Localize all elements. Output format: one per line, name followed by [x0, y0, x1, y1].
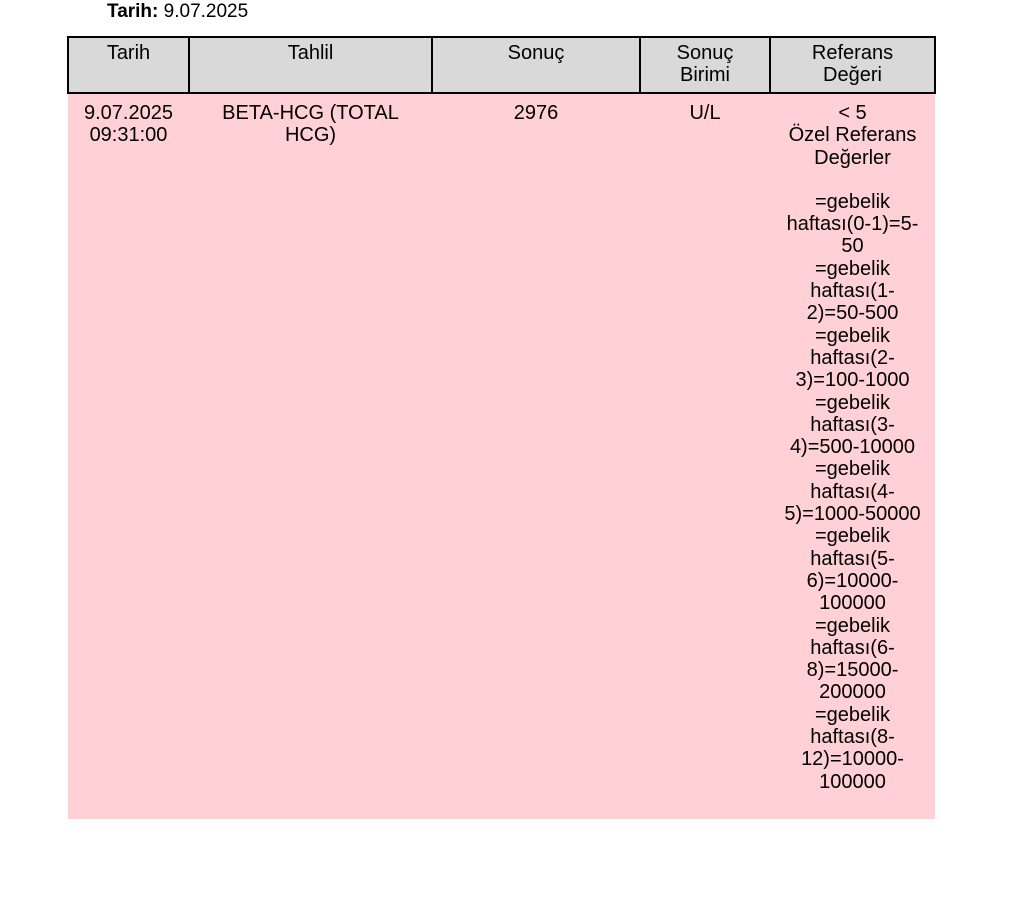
special-reference-title-2: Değerler — [814, 146, 891, 169]
result-time: 09:31:00 — [89, 124, 168, 147]
reference-line: =gebelik — [814, 391, 891, 414]
reference-line: 6)=10000- — [806, 569, 899, 592]
reference-line: =gebelik — [814, 190, 891, 213]
table-row — [68, 93, 935, 819]
date-value: 9.07.2025 — [163, 1, 249, 22]
column-header-sonuc: Sonuç — [432, 37, 640, 93]
reference-line: 4)=500-10000 — [789, 436, 916, 459]
pregnancy-reference-list — [772, 191, 933, 793]
cell-result-value — [432, 93, 640, 819]
reference-line: 8)=15000- — [806, 659, 899, 682]
reference-line: 100000 — [819, 592, 886, 615]
reference-line: =gebelik — [814, 257, 891, 280]
reference-line: =gebelik — [814, 614, 891, 637]
reference-line: =gebelik — [814, 703, 891, 726]
column-header-tahlil: Tahlil — [189, 37, 432, 93]
column-header-tarih: Tarih — [68, 37, 189, 93]
reference-line: 100000 — [819, 770, 886, 793]
reference-line: haftası(2- — [810, 346, 895, 369]
reference-line: haftası(1- — [810, 280, 895, 303]
reference-line: =gebelik — [814, 458, 891, 481]
reference-spacer — [772, 169, 933, 191]
date-label: Tarih: — [107, 1, 159, 22]
report-date-line — [107, 1, 248, 23]
reference-line: haftası(6- — [810, 636, 895, 659]
cell-unit — [640, 93, 770, 819]
reference-line: haftası(4- — [810, 480, 895, 503]
reference-line: =gebelik — [814, 324, 891, 347]
reference-value: < 5 — [838, 102, 867, 124]
reference-line: 5)=1000-50000 — [784, 503, 921, 526]
cell-test-name — [189, 93, 432, 819]
reference-line: 3)=100-1000 — [795, 369, 910, 392]
column-header-sonuc-birimi: Sonuç Birimi — [640, 37, 770, 93]
table-header-row — [68, 37, 935, 93]
reference-line: haftası(0-1)=5- — [786, 213, 919, 236]
lab-results-table — [67, 36, 936, 819]
reference-line: 2)=50-500 — [806, 302, 899, 325]
special-reference-title-1: Özel Referans — [788, 124, 917, 147]
result-unit: U/L — [689, 102, 721, 124]
reference-line: =gebelik — [814, 525, 891, 548]
column-header-referans-degeri: Referans Değeri — [770, 37, 935, 93]
reference-line: 12)=10000- — [801, 748, 904, 771]
reference-line: 200000 — [819, 681, 886, 704]
reference-line: haftası(8- — [810, 726, 895, 749]
test-name-line-2: HCG) — [284, 124, 337, 147]
reference-line: haftası(5- — [810, 547, 895, 570]
cell-reference — [770, 93, 935, 819]
reference-line: 50 — [841, 235, 864, 258]
result-value: 2976 — [513, 102, 559, 124]
test-name-line-1: BETA-HCG (TOTAL — [222, 102, 399, 124]
cell-date-time — [68, 93, 189, 819]
result-date: 9.07.2025 — [84, 102, 173, 124]
reference-line: haftası(3- — [810, 413, 895, 436]
